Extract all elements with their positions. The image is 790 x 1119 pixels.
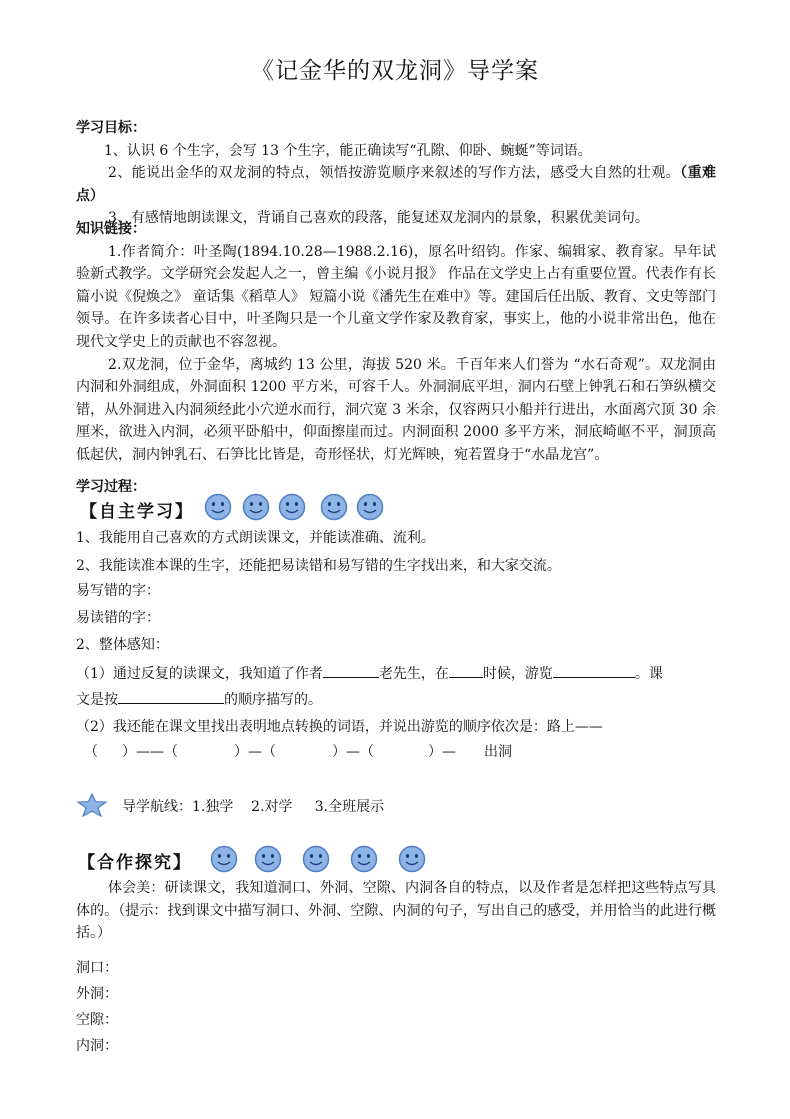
cave-intro: 2.双龙洞，位于金华，离城约 13 公里，海拔 520 米。千百年来人们誉为 “水石奇观”。双龙洞由内洞和外洞组成，外洞面积 1200 平方米，可容千人。外洞洞底平坦，洞内石壁上钟乳石和石笋纵横交错，从外洞进入内洞须经此小穴逆水而行，洞穴宽 3 米余，仅容两只小船并行进出，水面离穴顶 30 余厘米，欲进入内洞，必须平卧船中，仰面擦崖而过。内洞面积 2000 多平方米，洞底崎岖不平，洞顶高低起伏，洞内钟乳石、石笋比比皆是，奇形怪状，灯光辉映，宛若置身于“水晶龙宫”。: [76, 356, 716, 463]
cooperation-header: 【合作探究】: [78, 853, 192, 873]
author-intro: 1.作者简介：叶圣陶(1894.10.28—1988.2.16)，原名叶绍钧。作家、编辑家、教育家。早年试验新式教学。文学研究会发起人之一，曾主编《小说月报》 作品在文学史上占有重要位置。代表作有长篇小说《倪焕之》 童话集《稻草人》 短篇小说《潘先生在难中》等。建国后任出版、教育、文史等部门领导。在许多读者心目中，叶圣陶只是一个儿童文学作家及教育家，事实上，他的小说非常出色，他在现代文学史上的贡献也不容忽视。: [76, 243, 716, 350]
objective-3: 3、有感情地朗读课文，背诵自己喜欢的段落，能复述双龙洞内的景象，积累优美词句。: [108, 210, 649, 227]
author-blank[interactable]: [323, 661, 379, 678]
place-blank[interactable]: [553, 661, 635, 678]
question-1-line-2: [76, 687, 322, 711]
sequence-open: （: [84, 744, 98, 760]
sequence-sep-2: ）—（: [234, 744, 276, 760]
page-title: 《记金华的双龙洞》导学案: [251, 58, 539, 84]
cooperation-intro: 体会美：研读课文，我知道洞口、外洞、空隙、内洞各自的特点，以及作者是怎样把这些特点写具体的。（提示：找到课文中描写洞口、外洞、空隙、内洞的句子，写出自己的感受，并用恰当的此进行概括。）: [76, 880, 716, 942]
knowledge-heading: 知识链接：: [76, 221, 146, 237]
smiley-face-icon: [204, 493, 232, 521]
sequence-sep-1: ）——（: [122, 744, 178, 760]
gap-field: 空隙：: [76, 1012, 118, 1028]
objective-1: 1、认识 6 个生字，会写 13 个生字，能正确读写“孔隙、仰卧、蜿蜒”等词语。: [104, 142, 592, 159]
self-study-header: 【自主学习】: [80, 502, 194, 522]
star-icon: [76, 793, 108, 817]
order-blank[interactable]: [118, 687, 224, 704]
self-study-item-2: 2、我能读准本课的生字，还能把易读错和易写错的生字找出来，和大家交流。: [76, 558, 561, 574]
self-study-faces: [204, 493, 394, 523]
key-point-mark: （重难点）: [76, 165, 717, 204]
objectives-section: [76, 117, 716, 230]
smiley-face-icon: [320, 493, 348, 521]
smiley-face-icon: [242, 493, 270, 521]
guide-route: 导学航线：1.独学 2.对学 3.全班展示: [122, 799, 385, 815]
smiley-face-icon: [278, 493, 306, 521]
smiley-face-icon: [356, 493, 384, 521]
smiley-face-icon: [302, 845, 330, 873]
objectives-heading: 学习目标：: [76, 120, 146, 136]
smiley-face-icon: [350, 845, 378, 873]
smiley-face-icon: [210, 845, 238, 873]
smiley-face-icon: [254, 845, 282, 873]
knowledge-section: [76, 218, 716, 467]
question-1-part-d: 。课: [634, 666, 663, 682]
outer-cave-field: 外洞：: [76, 986, 118, 1002]
objective-2: [76, 162, 716, 207]
cooperation-faces: [210, 845, 430, 875]
question-1-part-e: 文是按: [76, 692, 118, 708]
objective-2-text: 2、能说出金华的双龙洞的特点，领悟按游览顺序来叙述的写作方法，感受大自然的壮观。: [108, 165, 681, 182]
question-2: （2）我还能在课文里找出表明地点转换的词语，并说出游览的顺序依次是：路上——: [76, 719, 603, 735]
process-heading: 学习过程：: [76, 479, 146, 495]
question-1-part-a: （1）通过反复的读课文，我知道了作者: [76, 666, 323, 682]
sequence-end: 出洞: [484, 744, 512, 760]
question-1-part-f: 的顺序描写的。: [224, 692, 322, 708]
question-1-line-1: [76, 661, 663, 685]
question-1-part-c: 时候，游览: [482, 666, 553, 682]
inner-cave-field: 内洞：: [76, 1038, 118, 1054]
self-study-item-1: 1、我能用自己喜欢的方式朗读课文，并能读准确、流利。: [76, 530, 435, 546]
easy-read-label: 易读错的字：: [76, 610, 160, 626]
question-1-part-b: 老先生，在: [378, 666, 449, 682]
overall-perception-label: 2、整体感知：: [76, 637, 169, 653]
sequence-sep-3: ）—（: [332, 744, 374, 760]
cave-mouth-field: 洞口：: [76, 960, 118, 976]
easy-write-label: 易写错的字：: [76, 583, 160, 599]
smiley-face-icon: [398, 845, 426, 873]
sequence-sep-4: ）—: [428, 744, 456, 760]
time-blank[interactable]: [449, 661, 483, 678]
